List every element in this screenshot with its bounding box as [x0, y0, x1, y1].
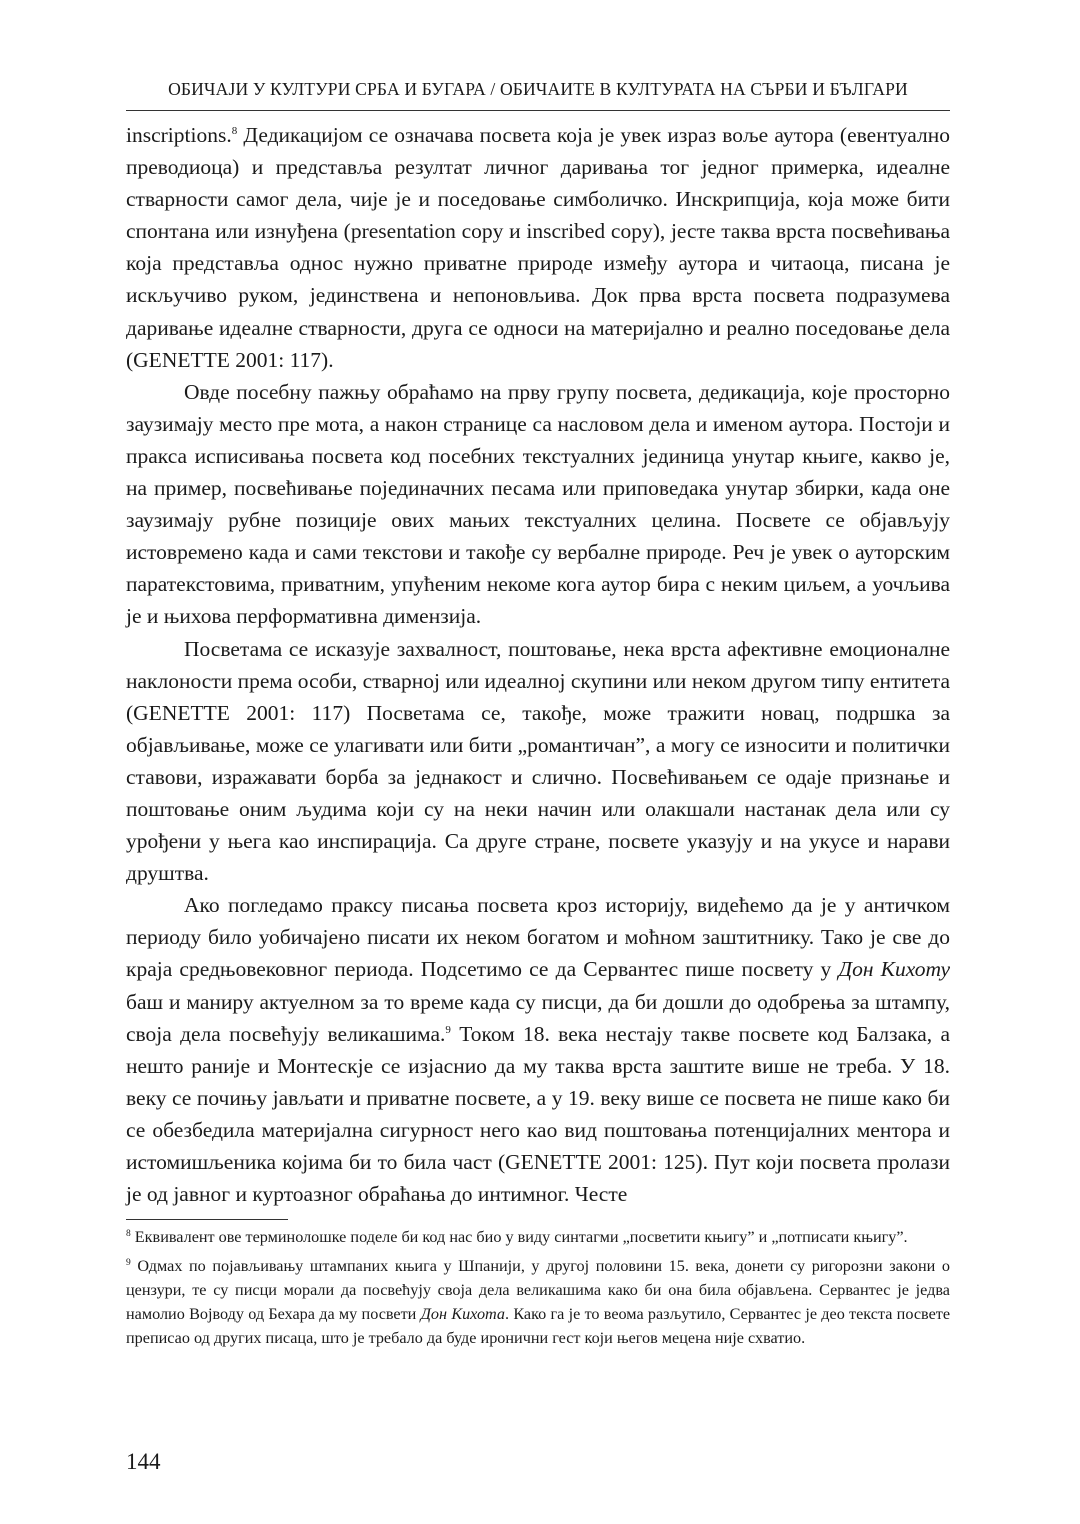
- footnote-ref-9[interactable]: 9: [445, 1023, 451, 1036]
- paragraph-3: Посветама се исказује захвалност, поштовање, нека врста афективне емоционалне наклоности према особи, стварној или идеалној скупини или неком другом типу ентитета (GENETTE 2001: 117) Посветама се, такође, може тражити новац, подршка за објављивање, може се улагивати или бити „романтичан”, а могу се износити и политички ставови, изражавати борба за једнакост и слично. Посвећивањем се одаје признање и поштовање оним људима који су на неки начин или олакшали настанак дела или су урођени у њега као инспирација. Са друге стране, посвете указују и на укусе и нарави друштва.: [126, 636, 950, 886]
- footnote-9-text-a: Одмах по појављивању штампаних књига у Шпанији, у другој половини 15. века, донети су ригорозни закони о цензури, те су писци морали да посвећују своја дела великашима како би она била објављена. Сервантес је једва намолио Војводу од Бехара да му посвети: [126, 1257, 950, 1324]
- footnote-8-text: Еквивалент ове терминолошке поделе би код нас био у виду синтагми „посветити књигу” и „потписати књигу”.: [130, 1228, 908, 1246]
- paragraph-4-part-c: Током 18. века нестају такве посвете код Балзака, а нешто раније и Монтескје се изјаснио да му таква врста заштите више не треба. У 18. веку се почињу јављати и приватне посвете, а у 19. веку више се посвета не пише како би се обезбедила материјална сигурност него као вид поштовања потенцијалних ментора и истомишљеника којима би то била част (GENETTE 2001: 125). Пут који посвета пролази је од јавног и куртоазног обраћања до интимног. Честе: [126, 1021, 950, 1207]
- main-text: [126, 119, 950, 1210]
- paragraph-1-rest: Дедикацијом се означава посвета која је увек израз воље аутора (евентуално преводиоца) и представља резултат личног даривања тог једног примерка, идеалне стварности самог дела, чије је и поседовање симболичко. Инскрипција, која може бити спонтана или изнуђена (presentation copy и inscribed copy), јесте таква врста посвећивања која представља однос нужно приватне природе између аутора и читаоца, писана је искључиво руком, јединствена и непоновљива. Док прва врста посвета подразумева даривање идеалне стварности, друга се односи на материјално и реално поседовање дела (GENETTE 2001: 117).: [126, 123, 950, 372]
- running-header: ОБИЧАЈИ У КУЛТУРИ СРБА И БУГАРА / ОБИЧАИТЕ В КУЛТУРАТА НА СЪРБИ И БЪЛГАРИ: [168, 79, 908, 99]
- footnote-9: [126, 1254, 950, 1350]
- paragraph-2: Овде посебну пажњу обраћамо на прву групу посвета, дедикација, које просторно заузимају место пре мота, а након странице са насловом дела и именом аутора. Постоји и пракса исписивања посвета код посебних текстуалних јединица унутар књиге, какво је, на пример, посвећивање појединачних песама или приповедака унутар збирки, када оне заузимају рубне позиције ових мањих текстуалних целина. Посвете се објављују истовремено када и сами текстови и такође су вербалне природе. Реч је увек о ауторским паратекстовима, приватним, упућеним некоме кога аутор бира с неким циљем, а уочљива је и њихова перформативна димензија.: [126, 379, 950, 629]
- header-rule: [126, 110, 950, 111]
- footnote-8: [126, 1225, 950, 1249]
- paragraph-1: [126, 119, 950, 376]
- page-number: 144: [126, 1449, 161, 1474]
- footnote-rule: [126, 1219, 288, 1220]
- work-title-italic: Дон Кихоту: [838, 957, 951, 982]
- paragraph-4-part-a: Ако погледамо праксу писања посвета кроз историју, видећемо да је у античком периоду било уобичајено писати их неком богатом и моћном заштитнику. Тако је све до краја средњовековног периода. Подсетимо се да Сервантес пише посвету у: [126, 893, 950, 982]
- footnote-ref-8[interactable]: 8: [231, 125, 238, 137]
- paragraph-4-part-b: баш и маниру актуелном за то време када су писци, да би дошли до одобрења за штампу, своја дела посвећују великашима.: [126, 989, 950, 1046]
- footnote-9-title-italic: Дон Кихота: [420, 1305, 506, 1324]
- footnote-8-mark: 8: [126, 1229, 131, 1239]
- paragraph-4: [126, 889, 950, 1210]
- footnote-9-mark: 9: [126, 1258, 131, 1269]
- footnote-9-text-b: . Како га је то веома разљутило, Сервантес је део текста посвете преписао од других писаца, што је требало да буде иронични гест који његов мецена није схватио.: [126, 1305, 951, 1348]
- paragraph-1-start: inscriptions.: [126, 123, 232, 147]
- footnotes: [126, 1225, 950, 1355]
